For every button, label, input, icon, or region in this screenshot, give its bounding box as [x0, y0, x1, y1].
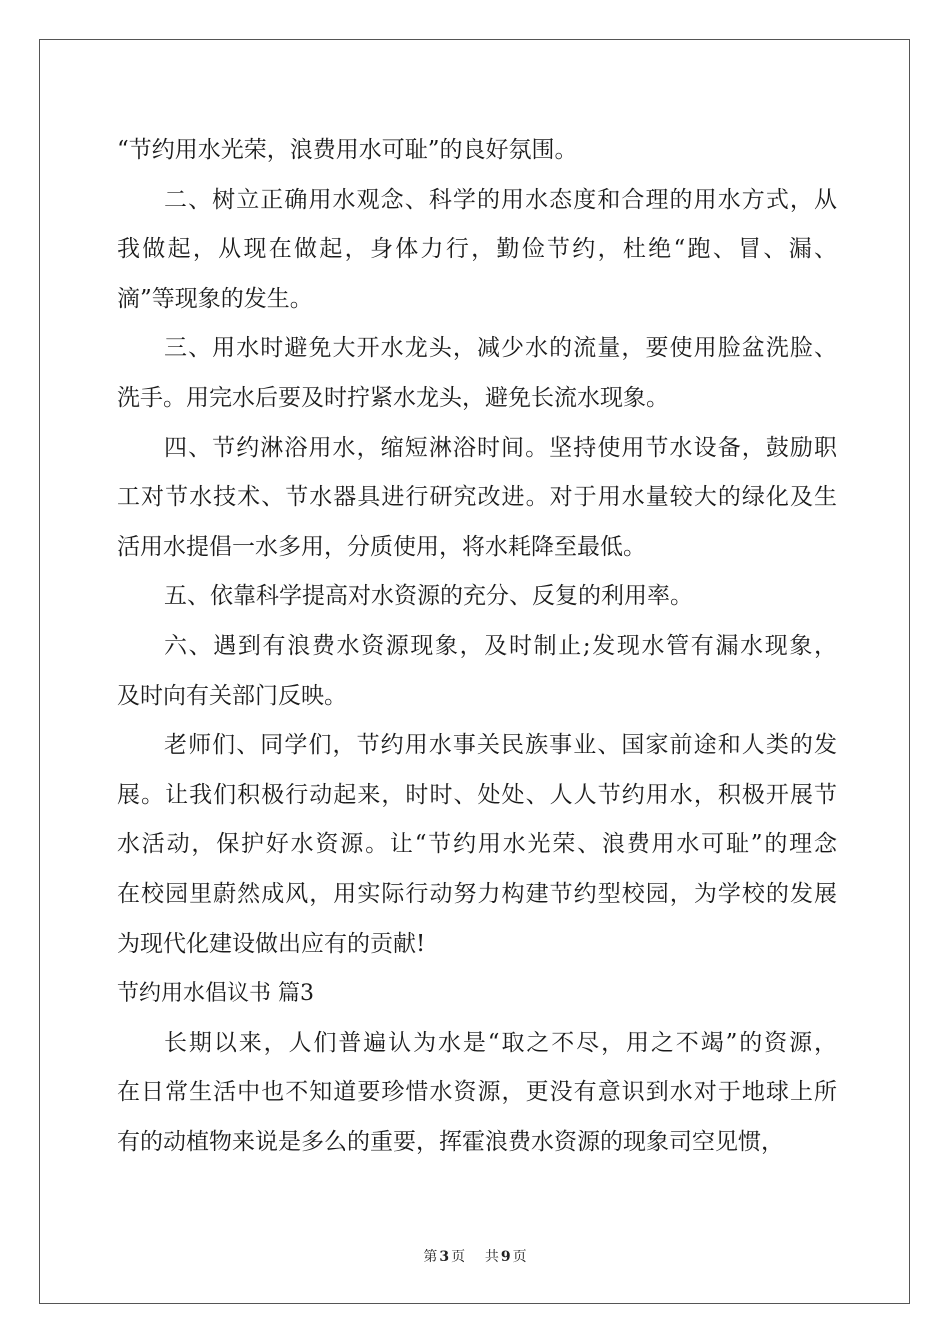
total-suffix: 页: [512, 1249, 527, 1265]
section-heading: 节约用水倡议书 篇3: [117, 981, 314, 1007]
text-line: 为现代化建设做出应有的贡献!: [117, 930, 426, 957]
paragraph-item-5: 五、依靠科学提高对水资源的充分、反复的利用率。: [164, 583, 693, 610]
document-body: [117, 126, 837, 1167]
page-suffix: 页: [451, 1249, 466, 1265]
text-line: 滴”等现象的发生。: [117, 285, 313, 312]
paragraph-item-3: 三、用水时避免大开水龙头，减少水的流量，要使用脸盆洗脸、: [164, 335, 837, 362]
text-line: 工对节水技术、节水器具进行研究改进。对于用水量较大的绿化及生: [117, 484, 837, 511]
text-line: 水活动，保护好水资源。让“节约用水光荣、浪费用水可耻”的理念: [117, 831, 837, 858]
total-prefix: 共: [484, 1249, 499, 1265]
page-prefix: 第: [423, 1249, 438, 1265]
paragraph-item-6: 六、遇到有浪费水资源现象，及时制止;发现水管有漏水现象，: [164, 632, 837, 659]
text-line: 及时向有关部门反映。: [117, 682, 347, 709]
text-line: 展。让我们积极行动起来，时时、处处、人人节约用水，积极开展节: [117, 781, 837, 808]
page-footer: [0, 1246, 950, 1266]
section-paragraph: 长期以来，人们普遍认为水是“取之不尽，用之不竭”的资源，: [164, 1029, 837, 1056]
closing-paragraph: 老师们、同学们，节约用水事关民族事业、国家前途和人类的发: [164, 732, 837, 759]
text-line: 洗手。用完水后要及时拧紧水龙头，避免长流水现象。: [117, 384, 669, 411]
text-line: “节约用水光荣，浪费用水可耻”的良好氛围。: [117, 137, 578, 163]
text-line: 活用水提倡一水多用，分质使用，将水耗降至最低。: [117, 533, 646, 560]
text-line: 我做起，从现在做起，身体力行，勤俭节约，杜绝“跑、冒、漏、: [117, 236, 837, 263]
paragraph-item-2: 二、树立正确用水观念、科学的用水态度和合理的用水方式，从: [164, 186, 837, 213]
paragraph-item-4: 四、节约淋浴用水，缩短淋浴时间。坚持使用节水设备，鼓励职: [164, 434, 837, 461]
text-line: 在日常生活中也不知道要珍惜水资源，更没有意识到水对于地球上所: [117, 1079, 837, 1106]
text-line: 在校园里蔚然成风，用实际行动努力构建节约型校园，为学校的发展: [117, 880, 837, 907]
page-number: 3: [439, 1249, 450, 1265]
text-line: 有的动植物来说是多么的重要，挥霍浪费水资源的现象司空见惯，: [117, 1128, 784, 1155]
total-pages: 9: [500, 1249, 511, 1265]
